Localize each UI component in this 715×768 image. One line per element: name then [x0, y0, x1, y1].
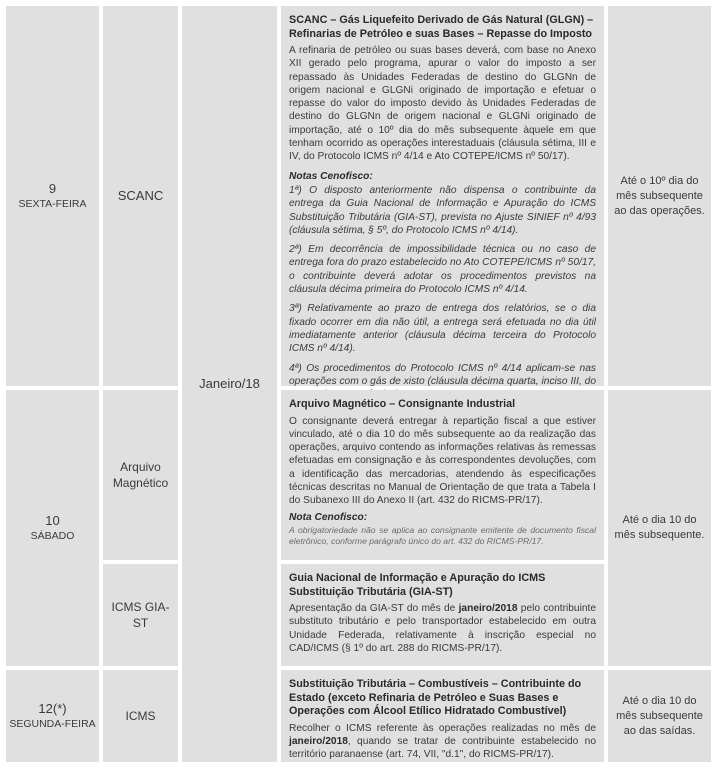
day-name: SEXTA-FEIRA	[18, 198, 87, 210]
notes-title: Nota Cenofisco:	[289, 511, 368, 523]
deadline-cell	[608, 6, 711, 386]
obligation-label: ICMS	[125, 709, 156, 723]
day-number: 10	[45, 513, 60, 528]
description-title: SCANC – Gás Liquefeito Derivado de Gás Natural (GLGN) – Refinarias de Petróleo e suas Bases – Repasse do Imposto	[289, 14, 594, 40]
body-text: Recolher o ICMS referente às operações realizadas no mês de	[289, 722, 596, 734]
obligation-label: SCANC	[117, 188, 164, 203]
day-cell-9	[6, 6, 99, 386]
body-text: pelo contribuinte substituto tributário e pelo transportador estabelecido em outra Unidade Federada, relativamente à inscrição especial no CAD/ICMS (§ 1º do art. 288 do RICMS-PR/17).	[289, 603, 596, 654]
description-title: Arquivo Magnético – Consignante Industrial	[289, 398, 516, 410]
body-emphasis: janeiro/2018	[458, 603, 518, 614]
day-name: SÁBADO	[30, 530, 75, 542]
description-cell	[281, 390, 604, 560]
obligation-cell	[103, 670, 178, 762]
note-2: 2ª) Em decorrência de impossibilidade técnica ou no caso de entrega fora do prazo estabelecido no Ato COTEPE/ICMS nº 50/17, o contribuinte deverá adotar os procedimentos previstos na cláusula décima primeira do Protocolo ICMS nº 4/14.	[289, 244, 596, 296]
description-body: O consignante deverá entregar à repartição fiscal a que estiver vinculado, até o dia 10 do mês subsequente ao da realização das operações, arquivo contendo as informações relativas às remessas efetuadas em consignação e às correspondentes devoluções, com a identificação das mercadorias, atendendo às especificações técnicas descritas no Manual de Orientação de que trata a Tabela I do Subanexo III do Anexo II (art. 432 do RICMS-PR/17).	[289, 415, 596, 507]
deadline-cell	[608, 390, 711, 666]
obligation-cell	[103, 564, 178, 666]
body-text: , quando se tratar de contribuinte estabelecido no território paranaense (art. 74, VII, "d.1", do RICMS-PR/17).	[289, 735, 596, 761]
description-cell	[281, 564, 604, 666]
deadline-text: Até o dia 10 do mês subsequente.	[614, 514, 705, 541]
deadline-text: Até o dia 10 do mês subsequente ao das saídas.	[616, 694, 703, 737]
deadline-cell	[608, 670, 711, 762]
note-4: 4ª) Os procedimentos do Protocolo ICMS nº 4/14 aplicam-se nas operações com o gás de xisto (cláusula décima quarta, inciso III, do	[289, 362, 596, 387]
obligation-cell	[103, 6, 178, 386]
obligation-label: ICMS GIA-ST	[111, 600, 170, 630]
obligation-label: Arquivo Magnético	[112, 460, 169, 490]
day-cell-10	[6, 390, 99, 666]
description-body	[289, 722, 596, 762]
note: A obrigatoriedade não se aplica ao consignante emitente de documento fiscal eletrônico, conforme parágrafo único do art. 432 do RICMS-PR/17.	[289, 524, 596, 546]
description-title: Guia Nacional de Informação e Apuração do ICMS Substituição Tributária (GIA-ST)	[289, 572, 546, 598]
day-cell-12	[6, 670, 99, 762]
period-cell	[182, 6, 277, 762]
day-number: 9	[48, 181, 57, 196]
day-name: SEGUNDA-FEIRA	[9, 718, 96, 730]
note-1: 1ª) O disposto anteriormente não dispensa o contribuinte da entrega da Guia Nacional de Informação e Apuração do ICMS Substituição Tributária (GIA-ST), prevista no Ajuste SINIEF nº 4/93 (cláusula sétima, § 5º, do Protocolo ICMS nº 4/14).	[289, 184, 596, 236]
deadline-text: Até o 10º dia do mês subsequente ao das operações.	[614, 174, 705, 217]
note-3: 3ª) Relativamente ao prazo de entrega dos relatórios, se o dia fixado ocorrer em dia não útil, a entrega será efetuada no dia útil imediatamente anterior (cláusula décima terceira do Protocolo ICMS nº 4/14).	[289, 303, 596, 355]
description-cell	[281, 670, 604, 762]
notes-title: Notas Cenofisco:	[289, 170, 373, 182]
description-cell	[281, 6, 604, 386]
body-text: Apresentação da GIA-ST do mês de	[289, 603, 459, 614]
obligation-cell	[103, 390, 178, 560]
period-label: Janeiro/18	[199, 376, 260, 391]
description-body	[289, 602, 596, 655]
description-body: A refinaria de petróleo ou suas bases deverá, com base no Anexo XII gerado pelo programa, apurar o valor do imposto a ser repassado às Unidades Federadas de destino do GLGNn de origem nacional e GLGNi originado de importação e efetuar o repasse do valor do imposto devido às Unidades Federadas de destino do GLGNn de origem nacional e GLGNi originado de importação, até o 10º dia do mês subsequente àquele em que tenham ocorrido as operações interestaduais (cláusula sétima, III e IV, do Protocolo ICMS nº 4/14 e Ato COTEPE/ICMS nº 50/17).	[289, 45, 596, 163]
day-number: 12(*)	[38, 701, 67, 716]
description-title: Substituição Tributária – Combustíveis – Contribuinte do Estado (exceto Refinaria de Petróleo e Suas Bases e Operações com Álcool Etílico Hidratado Combustível)	[289, 678, 582, 717]
body-emphasis: janeiro/2018	[289, 735, 348, 747]
